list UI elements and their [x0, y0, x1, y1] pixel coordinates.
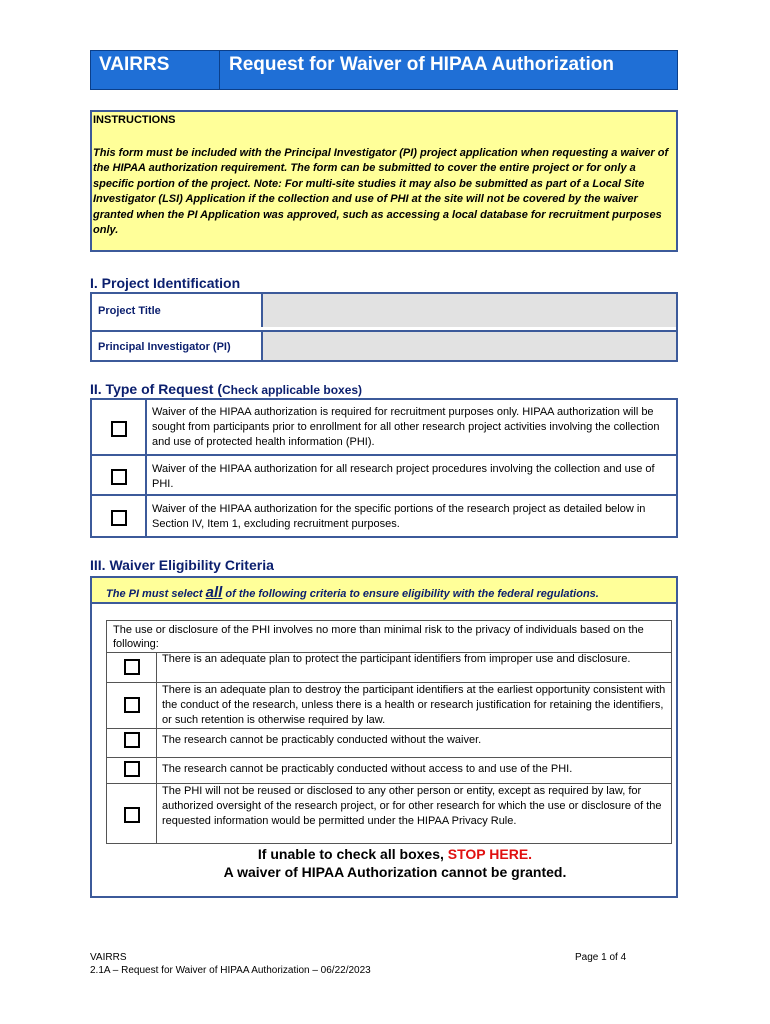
criteria-text: There is an adequate plan to destroy the participant identifiers at the earliest opportunity consistent with the conduct of the research, unless there is a health or research justification for retaining the identifiers, or such retention is otherwise required by law.	[162, 684, 666, 726]
criteria-without-phi-checkbox[interactable]	[124, 761, 140, 777]
row-divider	[92, 454, 676, 456]
stop-pre: If unable to check all boxes,	[257, 846, 448, 862]
criteria-text: The research cannot be practicably conducted without access to and use of the PHI.	[162, 763, 573, 775]
form-header	[90, 50, 678, 90]
request-option-text: Waiver of the HIPAA authorization for the specific portions of the research project as detailed below in Section IV, Item 1, excluding recruitment purposes.	[152, 503, 646, 530]
brand-label: VAIRRS	[99, 54, 170, 75]
column-divider	[145, 400, 147, 536]
instructions-body: This form must be included with the Principal Investigator (PI) project application when requesting a waiver of the HIPAA authorization requirement. The form can be submitted to cover the entire project or for only a specific portion of the project. Note: For multi-site studies it may also be submitted as part of a Local Site Investigator (LSI) Application if the collection and use of PHI at the site will not be covered by the waiver granted when the PI Application was approved, such as accessing a local database for recruitment purposes only.	[93, 147, 669, 237]
pi-row	[92, 332, 676, 360]
request-specific-portions-checkbox[interactable]	[111, 510, 127, 526]
criteria-table	[106, 620, 672, 844]
row-divider	[92, 494, 676, 496]
criteria-destroy-identifiers-checkbox[interactable]	[124, 697, 140, 713]
stop-warning	[90, 846, 700, 862]
project-identification-table	[90, 292, 678, 362]
section-2-heading	[90, 381, 362, 397]
pi-label: Principal Investigator (PI)	[98, 341, 231, 353]
criteria-text: There is an adequate plan to protect the participant identifiers from improper use and disclosure.	[162, 653, 631, 665]
form-title: Request for Waiver of HIPAA Authorization	[229, 54, 614, 75]
criteria-text: The research cannot be practicably conducted without the waiver.	[162, 734, 482, 746]
banner-all: all	[205, 584, 223, 601]
request-type-table	[90, 398, 678, 538]
page-number: Page 1 of 4	[575, 952, 627, 963]
pi-input[interactable]	[261, 332, 676, 360]
section-1-heading: I. Project Identification	[90, 275, 241, 291]
request-option-text: Waiver of the HIPAA authorization for all research project procedures involving the collection and use of PHI.	[152, 463, 655, 490]
row-divider	[107, 728, 671, 729]
instructions-box	[90, 110, 678, 252]
section-2-heading-text: II. Type of Request (	[90, 381, 222, 397]
instructions-heading: INSTRUCTIONS	[93, 114, 176, 126]
project-title-label: Project Title	[98, 305, 161, 317]
footer-org: VAIRRS	[90, 952, 127, 963]
project-title-input[interactable]	[261, 294, 676, 327]
stop-warning-line-2: A waiver of HIPAA Authorization cannot be granted.	[223, 864, 567, 880]
section-2-heading-sub: Check applicable boxes)	[221, 383, 363, 397]
request-all-procedures-checkbox[interactable]	[111, 469, 127, 485]
criteria-text: The PHI will not be reused or disclosed to any other person or entity, except as required by law, for authorized oversight of the research project, or for other research for which the use or disclosure of the requested information would be permitted under the HIPAA Privacy Rule.	[162, 785, 662, 827]
section-3-heading: III. Waiver Eligibility Criteria	[90, 557, 274, 573]
criteria-protect-identifiers-checkbox[interactable]	[124, 659, 140, 675]
footer-doc: 2.1A – Request for Waiver of HIPAA Authorization – 06/22/2023	[90, 965, 371, 976]
criteria-banner	[90, 576, 678, 604]
banner-pre: The PI must select	[106, 588, 206, 600]
header-divider	[219, 51, 220, 89]
banner-post: of the following criteria to ensure eligibility with the federal regulations.	[222, 588, 599, 600]
criteria-without-waiver-checkbox[interactable]	[124, 732, 140, 748]
request-recruitment-checkbox[interactable]	[111, 421, 127, 437]
stop-here-text: STOP HERE.	[447, 846, 533, 862]
criteria-intro: The use or disclosure of the PHI involves no more than minimal risk to the privacy of individuals based on the following:	[113, 624, 644, 650]
request-option-text: Waiver of the HIPAA authorization is required for recruitment purposes only. HIPAA authorization will be sought from participants prior to enrollment for all other research project activities involving the collection and use of protected health information (PHI).	[152, 406, 660, 448]
project-title-row	[92, 294, 676, 327]
criteria-no-reuse-checkbox[interactable]	[124, 807, 140, 823]
column-divider	[156, 652, 157, 844]
row-divider	[107, 757, 671, 758]
criteria-banner-text	[106, 584, 599, 601]
